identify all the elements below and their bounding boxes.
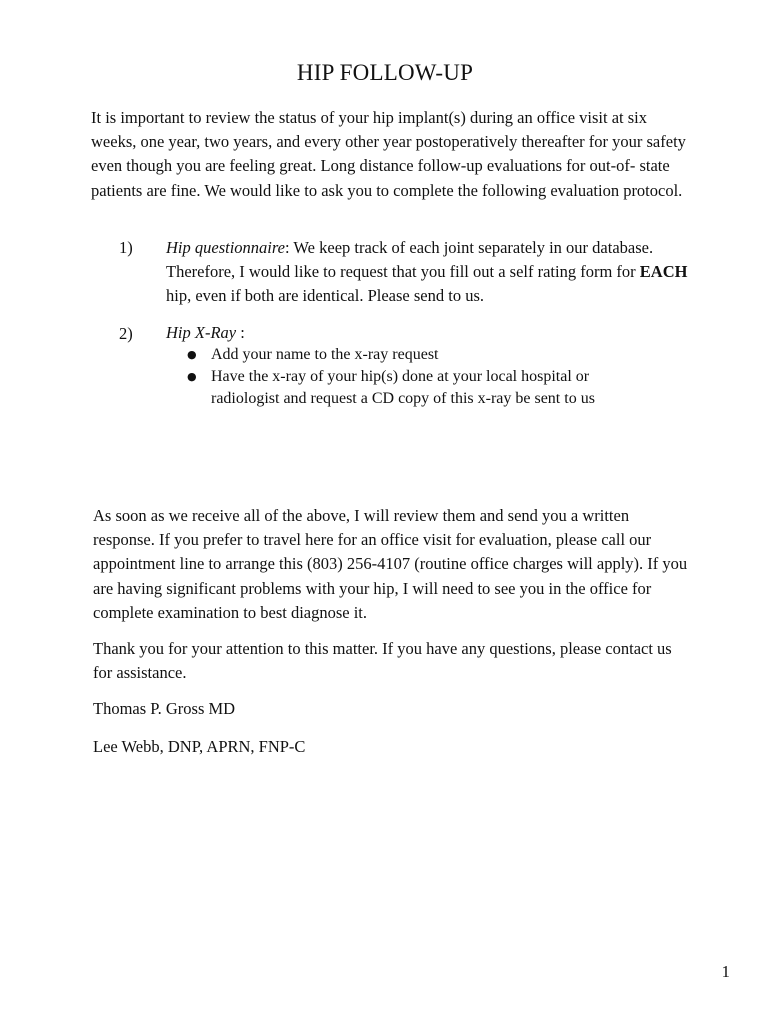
intro-paragraph: It is important to review the status of your hip implant(s) during an office visit at six weeks, one year, two years, and every other year postoperatively thereafter for your safety even though you are feeling great. Long distance follow-up evaluations for out-of- state patients are fine. We would like to ask you to complete the following evaluation protocol. xyxy=(91,108,686,200)
protocol-item-questionnaire xyxy=(91,236,691,311)
bullet-icon: ● xyxy=(187,348,197,361)
list-item xyxy=(187,366,657,410)
item-number: 1) xyxy=(119,238,133,257)
thanks-paragraph: Thank you for your attention to this matter. If you have any questions, please contact us for assistance. xyxy=(93,639,672,683)
item-body xyxy=(166,322,691,344)
list-item-text: Have the x-ray of your hip(s) done at your local hospital or radiologist and request a CD copy of this x-ray be sent to us xyxy=(211,368,595,407)
item-text-end: hip, even if both are identical. Please send to us. xyxy=(166,286,484,306)
item-body xyxy=(166,236,691,309)
signature-physician: Thomas P. Gross MD xyxy=(93,699,236,718)
list-item-text: Add your name to the x-ray request xyxy=(211,346,439,363)
xray-bullet-list xyxy=(187,344,657,410)
page-title: HIP FOLLOW-UP xyxy=(296,60,474,85)
bullet-icon: ● xyxy=(187,370,197,383)
list-item xyxy=(187,344,657,366)
item-heading: Hip questionnaire xyxy=(166,238,286,257)
item-text: : We keep track of each joint separately in our database. Therefore, I would like to request that you fill out a self rating form for xyxy=(166,238,654,282)
review-paragraph: As soon as we receive all of the above, I will review them and send you a written response. If you prefer to travel here for an office visit for evaluation, please call our appointment line to arrange this (803) 256-4107 (routine office charges will apply). If you are having significant problems with your hip, I will need to see you in the office for complete examination to best diagnose it. xyxy=(93,506,688,622)
item-heading: Hip X-Ray xyxy=(166,323,237,342)
protocol-item-xray xyxy=(91,322,691,412)
signature-nurse-practitioner: Lee Webb, DNP, APRN, FNP-C xyxy=(93,737,306,756)
item-emphasis: EACH xyxy=(639,262,688,282)
page-number: 1 xyxy=(721,962,730,981)
item-number: 2) xyxy=(119,324,133,343)
item-heading-suffix: : xyxy=(236,323,245,342)
